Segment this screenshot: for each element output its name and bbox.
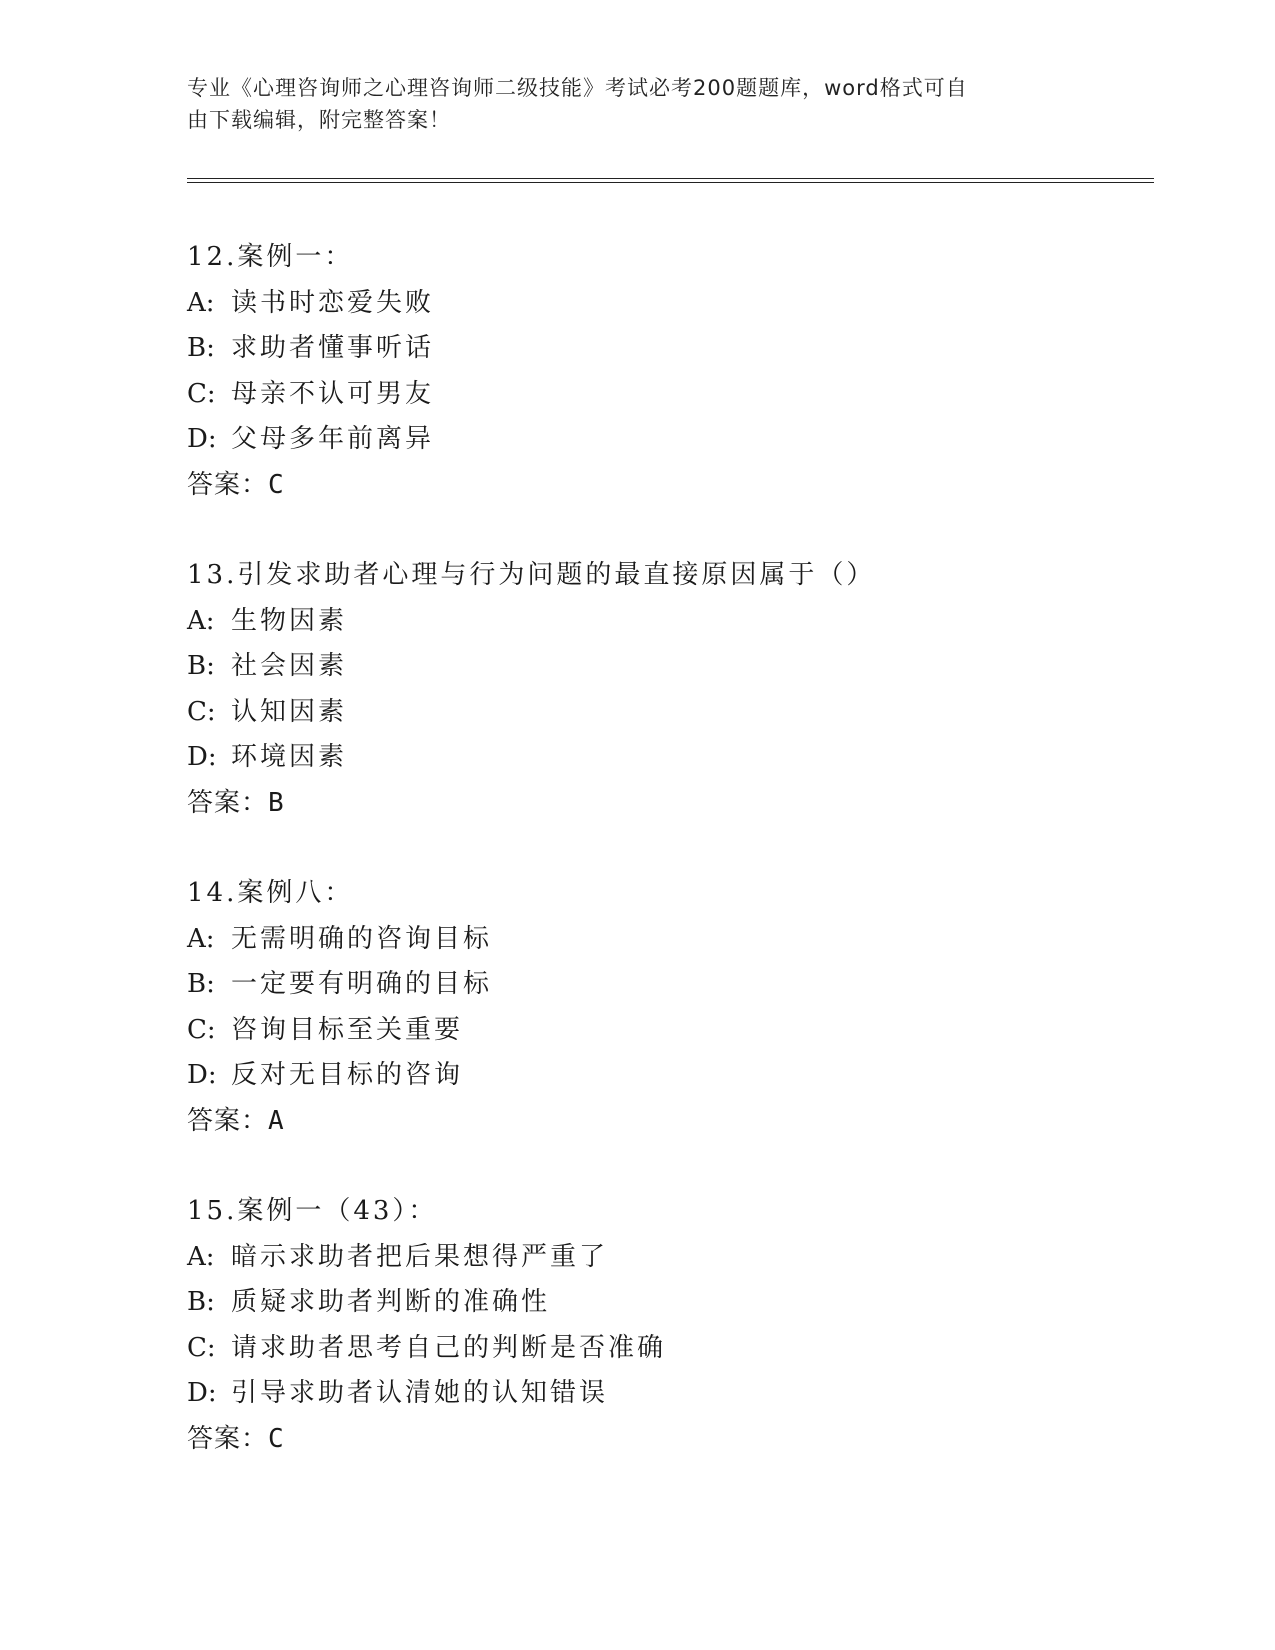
option-letter: D: xyxy=(187,424,217,454)
option-letter: C: xyxy=(187,1014,216,1045)
option-text: 一定要有明确的目标 xyxy=(231,969,493,999)
answer-line xyxy=(187,781,1147,827)
option-letter: A: xyxy=(187,287,215,318)
option-letter: A: xyxy=(187,1241,215,1272)
option-a xyxy=(187,917,1147,963)
option-d xyxy=(187,1371,1147,1417)
question-stem: 14.案例八： xyxy=(187,878,354,908)
question-block xyxy=(187,553,1147,826)
option-letter: C: xyxy=(187,378,216,409)
answer-line xyxy=(187,1099,1147,1145)
option-letter: A: xyxy=(187,923,215,954)
answer-value: C xyxy=(268,1423,285,1454)
option-text: 反对无目标的咨询 xyxy=(231,1060,464,1090)
option-a xyxy=(187,599,1147,645)
question-block xyxy=(187,1189,1147,1462)
answer-label: 答案： xyxy=(187,1423,269,1454)
option-letter: D: xyxy=(187,742,217,772)
answer-line xyxy=(187,1417,1147,1463)
option-text: 认知因素 xyxy=(231,696,348,727)
answer-value: A xyxy=(268,1105,285,1136)
option-b xyxy=(187,1280,1147,1326)
option-b xyxy=(187,962,1147,1008)
document-header xyxy=(187,72,1067,136)
option-text: 环境因素 xyxy=(231,742,348,772)
option-text: 质疑求助者判断的准确性 xyxy=(231,1287,551,1317)
option-a xyxy=(187,281,1147,327)
option-letter: D: xyxy=(187,1060,217,1090)
option-a xyxy=(187,1235,1147,1281)
option-text: 引导求助者认清她的认知错误 xyxy=(231,1378,609,1408)
answer-label: 答案： xyxy=(187,469,269,500)
option-d xyxy=(187,1053,1147,1099)
option-letter: B: xyxy=(187,1287,215,1317)
question-block xyxy=(187,871,1147,1144)
question-list xyxy=(187,235,1147,1507)
answer-label: 答案： xyxy=(187,1105,269,1136)
option-text: 请求助者思考自己的判断是否准确 xyxy=(231,1332,667,1363)
question-stem: 13.引发求助者心理与行为问题的最直接原因属于（） xyxy=(187,560,876,590)
option-text: 无需明确的咨询目标 xyxy=(231,923,493,954)
question-stem: 15.案例一（43）： xyxy=(187,1196,438,1226)
option-text: 暗示求助者把后果想得严重了 xyxy=(231,1241,609,1272)
option-letter: C: xyxy=(187,1332,216,1363)
header-line-1: 专业《心理咨询师之心理咨询师二级技能》考试必考200题题库，word格式可自 xyxy=(187,76,968,100)
option-c xyxy=(187,1326,1147,1372)
option-b xyxy=(187,644,1147,690)
option-letter: B: xyxy=(187,333,215,363)
option-c xyxy=(187,1008,1147,1054)
answer-label: 答案： xyxy=(187,787,269,818)
answer-line xyxy=(187,463,1147,509)
option-c xyxy=(187,372,1147,418)
option-letter: B: xyxy=(187,969,215,999)
option-text: 求助者懂事听话 xyxy=(231,333,435,363)
option-text: 社会因素 xyxy=(231,651,348,681)
option-d xyxy=(187,735,1147,781)
option-text: 母亲不认可男友 xyxy=(231,378,435,409)
answer-value: B xyxy=(268,787,285,818)
question-block xyxy=(187,235,1147,508)
option-b xyxy=(187,326,1147,372)
option-letter: C: xyxy=(187,696,216,727)
option-letter: D: xyxy=(187,1378,217,1408)
question-stem: 12.案例一： xyxy=(187,242,354,272)
header-line-2: 由下载编辑，附完整答案！ xyxy=(187,108,451,132)
option-c xyxy=(187,690,1147,736)
option-d xyxy=(187,417,1147,463)
option-letter: A: xyxy=(187,605,215,636)
header-double-rule xyxy=(187,178,1154,183)
option-text: 生物因素 xyxy=(231,605,348,636)
option-text: 读书时恋爱失败 xyxy=(231,287,435,318)
option-text: 咨询目标至关重要 xyxy=(231,1014,464,1045)
option-letter: B: xyxy=(187,651,215,681)
option-text: 父母多年前离异 xyxy=(231,424,435,454)
answer-value: C xyxy=(268,469,285,500)
